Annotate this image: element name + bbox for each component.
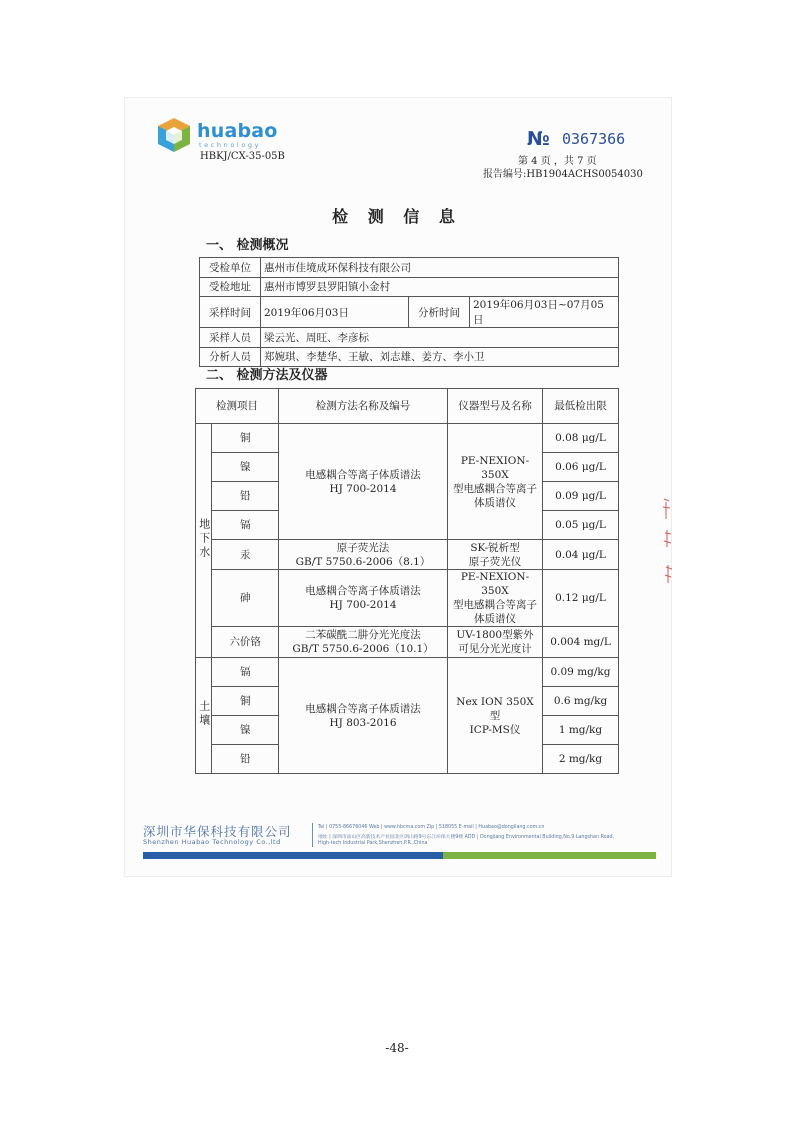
table-row — [200, 258, 619, 278]
sampling-time-label: 采样时间 — [200, 297, 261, 328]
address-label: 受检地址 — [200, 277, 261, 297]
item-soil-cd: 镉 — [212, 658, 279, 687]
method-standard: HJ 700-2014 — [329, 599, 397, 611]
instrument-line: 可见分光光度计 — [458, 643, 532, 655]
table-row — [196, 540, 619, 570]
instrument-line: SK-锐析型 — [470, 541, 520, 554]
limit-pb: 0.09 μg/L — [543, 482, 619, 511]
analysts-value: 郑婉琪、李楚华、王敏、刘志雄、姜方、李小卫 — [261, 347, 619, 367]
limit-soil-ni: 1 mg/kg — [543, 716, 619, 745]
section-heading-methods: 二、 检测方法及仪器 — [206, 368, 328, 383]
item-ni: 镍 — [212, 453, 279, 482]
serial-symbol: № — [527, 128, 550, 150]
method-standard: GB/T 5750.6-2006（10.1） — [292, 643, 434, 655]
document-code: HBKJ/CX-35-05B — [200, 151, 285, 162]
instrument-line: UV-1800型紫外 — [456, 629, 534, 641]
page-count: 第 4 页 ，共 7 页 — [518, 156, 597, 167]
method-standard: HJ 803-2016 — [329, 716, 397, 729]
table-header-row — [196, 389, 619, 424]
huabao-logo-icon — [155, 116, 193, 154]
table-row — [200, 328, 619, 348]
medium-cell — [196, 658, 212, 774]
instrument-line: PE-NEXION-350X — [460, 571, 530, 597]
table-row — [196, 570, 619, 627]
instrument-line: 原子荧光仪 — [468, 555, 522, 568]
item-pb: 铅 — [212, 482, 279, 511]
instrument-line: 体质谱仪 — [474, 496, 516, 509]
medium-cell — [196, 424, 212, 658]
medium-groundwater: 地下水 — [197, 517, 211, 560]
logo-wordmark: huabao — [197, 120, 278, 142]
samplers-value: 梁云光、周旺、李彦标 — [261, 328, 619, 348]
instrument-soil — [448, 658, 543, 774]
footer-address-line-2: High-tech Industrial Park,Shenzhen,P.R.,China — [318, 841, 428, 846]
footer-bar-blue — [143, 852, 443, 859]
header-instrument: 仪器型号及名称 — [448, 389, 543, 424]
footer-contact-line: Tel | 0755-86676046 Web | www.hbcma.com Zip | 518055 E-mail | Huabao@dongliang.com.cn — [318, 825, 545, 830]
samplers-label: 采样人员 — [200, 328, 261, 348]
report-number: 报告编号:HB1904ACHS0054030 — [483, 169, 643, 180]
limit-soil-cu: 0.6 mg/kg — [543, 687, 619, 716]
footer-bar-green — [443, 852, 656, 859]
method-name: 电感耦合等离子体质谱法 — [305, 702, 421, 715]
instrument-uv — [448, 627, 543, 658]
method-uv — [279, 627, 448, 658]
method-name: 原子荧光法 — [336, 541, 390, 554]
method-soil — [279, 658, 448, 774]
item-soil-ni: 镍 — [212, 716, 279, 745]
limit-soil-pb: 2 mg/kg — [543, 745, 619, 774]
item-hg: 汞 — [212, 540, 279, 570]
methods-table — [195, 388, 619, 774]
table-row — [200, 297, 619, 328]
logo-subtitle: technology — [199, 141, 262, 149]
section-heading-overview: 一、 检测概况 — [206, 238, 289, 253]
analysts-label: 分析人员 — [200, 347, 261, 367]
table-row — [196, 658, 619, 687]
page-number: -48- — [385, 1041, 409, 1055]
limit-as: 0.12 μg/L — [543, 570, 619, 627]
item-cd: 镉 — [212, 511, 279, 540]
method-icp — [279, 424, 448, 540]
overview-table — [199, 257, 619, 367]
method-name: 电感耦合等离子体质谱法 — [305, 585, 421, 597]
header-method: 检测方法名称及编号 — [279, 389, 448, 424]
table-row — [196, 424, 619, 453]
limit-soil-cd: 0.09 mg/kg — [543, 658, 619, 687]
sampling-time-value: 2019年06月03日 — [261, 297, 409, 328]
method-as — [279, 570, 448, 627]
item-soil-pb: 铅 — [212, 745, 279, 774]
client-value: 惠州市佳境成环保科技有限公司 — [261, 258, 619, 278]
page-title: 检 测 信 息 — [332, 207, 462, 226]
instrument-line: 体质谱仪 — [474, 613, 516, 625]
footer-address-line: 地址 | 深圳市南山区高新技术产业园北区朗山路9号东江环保大楼9楼 ADD | Dongjiang Environmental Building,No.9 Langshan Road, — [318, 835, 615, 840]
serial-number: 0367366 — [562, 130, 626, 148]
item-soil-cu: 铜 — [212, 687, 279, 716]
client-label: 受检单位 — [200, 258, 261, 278]
instrument-line: 型电感耦合等离子 — [453, 599, 537, 611]
item-as: 砷 — [212, 570, 279, 627]
instrument-icp — [448, 424, 543, 540]
instrument-afs — [448, 540, 543, 570]
limit-cu: 0.08 μg/L — [543, 424, 619, 453]
limit-ni: 0.06 μg/L — [543, 453, 619, 482]
address-value: 惠州市博罗县罗阳镇小金村 — [261, 277, 619, 297]
footer-divider — [312, 823, 313, 847]
footer-company-cn: 深圳市华保科技有限公司 — [143, 824, 292, 839]
seal-edge-mark — [660, 497, 676, 587]
table-row — [196, 627, 619, 658]
method-name: 二苯碳酰二肼分光光度法 — [305, 629, 421, 641]
instrument-line: ICP-MS仪 — [469, 723, 521, 736]
method-standard: GB/T 5750.6-2006（8.1） — [295, 555, 431, 568]
medium-soil: 土壤 — [197, 699, 211, 728]
method-name: 电感耦合等离子体质谱法 — [305, 468, 421, 481]
item-cr6: 六价铬 — [212, 627, 279, 658]
header-limit: 最低检出限 — [543, 389, 619, 424]
instrument-line: PE-NEXION-350X — [460, 454, 530, 481]
limit-hg: 0.04 μg/L — [543, 540, 619, 570]
method-standard: HJ 700-2014 — [329, 482, 397, 495]
table-row — [200, 277, 619, 297]
instrument-line: 型电感耦合等离子 — [453, 482, 537, 495]
footer-company-en: Shenzhen Huabao Technology Co.,ltd — [143, 838, 281, 846]
method-afs — [279, 540, 448, 570]
header-item: 检测项目 — [196, 389, 279, 424]
analysis-time-value: 2019年06月03日~07月05日 — [470, 297, 619, 328]
limit-cr6: 0.004 mg/L — [543, 627, 619, 658]
limit-cd: 0.05 μg/L — [543, 511, 619, 540]
instrument-line: Nex ION 350X型 — [456, 695, 534, 722]
instrument-as — [448, 570, 543, 627]
analysis-time-label: 分析时间 — [409, 297, 470, 328]
item-cu: 铜 — [212, 424, 279, 453]
